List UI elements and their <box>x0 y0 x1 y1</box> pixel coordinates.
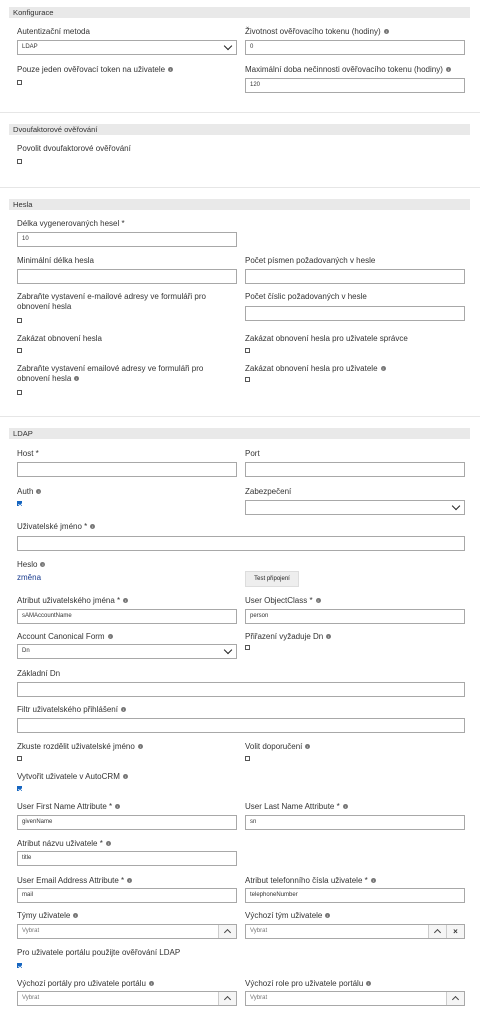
prevent-email-checkbox[interactable] <box>17 318 22 323</box>
username-attr-label: Atribut uživatelského jména * i <box>17 596 128 606</box>
email-attr-label: User Email Address Attribute * i <box>17 876 132 886</box>
portals-placeholder: Vybrat <box>22 995 40 1001</box>
info-icon: i <box>40 562 45 567</box>
bind-dn-checkbox[interactable] <box>245 645 250 650</box>
single-token-label: Pouze jeden ověřovací token na uživatele i <box>17 65 173 75</box>
opt-referrals-checkbox[interactable] <box>245 756 250 761</box>
default-team-label: Výchozí tým uživatele i <box>245 911 330 921</box>
section-header-passwords: Hesla <box>9 199 470 210</box>
chevron-up-icon[interactable] <box>428 925 446 938</box>
roles-label: Výchozí role pro uživatele portálu i <box>245 979 371 989</box>
info-icon: i <box>366 981 371 986</box>
disable-reset-checkbox[interactable] <box>17 348 22 353</box>
info-icon: i <box>127 878 132 883</box>
letters-input[interactable] <box>245 269 465 284</box>
token-lifetime-input[interactable]: 0 <box>245 40 465 55</box>
base-dn-label: Základní Dn <box>17 669 61 678</box>
chevron-up-icon[interactable] <box>218 925 236 938</box>
disable-reset-user-label: Zakázat obnovení hesla pro uživatele i <box>245 364 386 374</box>
default-team-select[interactable] <box>245 924 465 939</box>
info-icon: i <box>90 524 95 529</box>
max-idle-input[interactable]: 120 <box>245 78 465 93</box>
prevent-email-label: Zabraňte vystavení e-mailové adresy ve formuláři pro obnovení hesla <box>17 292 206 311</box>
port-label: Port <box>245 449 260 458</box>
roles-multiselect[interactable] <box>245 991 465 1006</box>
divider <box>0 416 480 417</box>
split-username-label: Zkuste rozdělit uživatelské jméno i <box>17 742 143 752</box>
base-dn-input[interactable] <box>17 682 465 697</box>
clear-icon[interactable]: × <box>446 925 464 938</box>
info-icon: i <box>73 913 78 918</box>
chevron-up-icon[interactable] <box>446 992 464 1005</box>
phone-attr-label: Atribut telefonního čísla uživatele * i <box>245 876 376 886</box>
enable-2fa-label: Povolit dvoufaktorové ověřování <box>17 144 131 153</box>
info-icon: i <box>343 804 348 809</box>
info-icon: i <box>36 489 41 494</box>
canonical-label: Account Canonical Form i <box>17 632 113 642</box>
password-label: Heslo i <box>17 560 45 570</box>
digits-input[interactable] <box>245 306 465 321</box>
prevent-email2-checkbox[interactable] <box>17 390 22 395</box>
info-icon: i <box>381 366 386 371</box>
info-icon: i <box>115 804 120 809</box>
info-icon: i <box>121 707 126 712</box>
auth-label: Auth i <box>17 487 41 497</box>
objectclass-label: User ObjectClass * i <box>245 596 321 606</box>
security-label: Zabezpečení <box>245 487 292 496</box>
info-icon: i <box>149 981 154 986</box>
login-filter-label: Filtr uživatelského přihlášení i <box>17 705 126 715</box>
create-user-checkbox[interactable] <box>17 786 22 791</box>
host-label: Host * <box>17 449 39 458</box>
info-icon: i <box>384 29 389 34</box>
create-user-label: Vytvořit uživatele v AutoCRM i <box>17 772 128 782</box>
gen-length-label: Délka vygenerovaných hesel * <box>17 219 125 228</box>
divider <box>0 112 480 113</box>
min-length-label: Minimální délka hesla <box>17 256 94 265</box>
canonical-value: Dn <box>22 648 30 654</box>
first-name-attr-label: User First Name Attribute * i <box>17 802 120 812</box>
section-header-2fa: Dvoufaktorové ověřování <box>9 124 470 135</box>
info-icon: i <box>106 841 111 846</box>
disable-reset-user-checkbox[interactable] <box>245 377 250 382</box>
max-idle-label: Maximální doba nečinnosti ověřovacího tokenu (hodiny) i <box>245 65 451 75</box>
username-input[interactable] <box>17 536 465 551</box>
last-name-attr-label: User Last Name Attribute * i <box>245 802 348 812</box>
info-icon: i <box>326 634 331 639</box>
gen-length-input[interactable]: 10 <box>17 232 237 247</box>
info-icon: i <box>446 67 451 72</box>
info-icon: i <box>316 598 321 603</box>
portals-label: Výchozí portály pro uživatele portálu i <box>17 979 154 989</box>
section-header-ldap: LDAP <box>9 428 470 439</box>
auth-method-label: Autentizační metoda <box>17 27 90 36</box>
portal-ldap-label: Pro uživatele portálu použijte ověřování LDAP <box>17 948 181 957</box>
auth-checkbox[interactable] <box>17 501 22 506</box>
info-icon: i <box>168 67 173 72</box>
info-icon: i <box>138 744 143 749</box>
title-attr-input[interactable]: title <box>17 851 237 866</box>
section-header-config: Konfigurace <box>9 7 470 18</box>
first-name-attr-input[interactable]: givenName <box>17 815 237 830</box>
info-icon: i <box>123 774 128 779</box>
change-password-link[interactable]: změna <box>17 573 42 582</box>
username-attr-input[interactable]: sAMAccountName <box>17 609 237 624</box>
info-icon: i <box>123 598 128 603</box>
teams-label: Týmy uživatele i <box>17 911 78 921</box>
auth-method-value: LDAP <box>22 44 38 50</box>
disable-reset-admin-checkbox[interactable] <box>245 348 250 353</box>
info-icon: i <box>74 376 79 381</box>
port-input[interactable] <box>245 462 465 477</box>
bind-dn-label: Přiřazení vyžaduje Dn i <box>245 632 331 642</box>
teams-placeholder: Vybrat <box>22 928 40 934</box>
info-icon: i <box>371 878 376 883</box>
email-attr-input[interactable]: mail <box>17 888 237 903</box>
info-icon: i <box>325 913 330 918</box>
test-connection-button[interactable]: Test připojení <box>245 571 299 587</box>
portal-ldap-checkbox[interactable] <box>17 963 22 968</box>
chevron-down-icon <box>224 646 232 654</box>
disable-reset-admin-label: Zakázat obnovení hesla pro uživatele správce <box>245 334 408 343</box>
divider <box>0 187 480 188</box>
roles-placeholder: Vybrat <box>250 995 268 1001</box>
info-icon: i <box>305 744 310 749</box>
objectclass-input[interactable]: person <box>245 609 465 624</box>
token-lifetime-label: Životnost ověřovacího tokenu (hodiny) i <box>245 27 389 37</box>
default-team-placeholder: Vybrat <box>250 928 268 934</box>
auth-method-select[interactable] <box>17 40 237 55</box>
prevent-email2-label: Zabraňte vystavení emailové adresy ve formuláři pro obnovení hesla i <box>17 364 204 383</box>
portals-multiselect[interactable] <box>17 991 237 1006</box>
host-input[interactable] <box>17 462 237 477</box>
letters-label: Počet písmen požadovaných v hesle <box>245 256 376 265</box>
min-length-input[interactable] <box>17 269 237 284</box>
single-token-checkbox[interactable] <box>17 80 22 85</box>
canonical-select[interactable] <box>17 644 237 659</box>
last-name-attr-input[interactable]: sn <box>245 815 465 830</box>
teams-multiselect[interactable] <box>17 924 237 939</box>
chevron-down-icon <box>452 502 460 510</box>
disable-reset-label: Zakázat obnovení hesla <box>17 334 102 343</box>
login-filter-input[interactable] <box>17 718 465 733</box>
split-username-checkbox[interactable] <box>17 756 22 761</box>
chevron-up-icon[interactable] <box>218 992 236 1005</box>
chevron-down-icon <box>224 42 232 50</box>
digits-label: Počet číslic požadovaných v hesle <box>245 292 367 301</box>
info-icon: i <box>108 634 113 639</box>
username-label: Uživatelské jméno * i <box>17 522 95 532</box>
opt-referrals-label: Volit doporučení i <box>245 742 310 752</box>
title-attr-label: Atribut názvu uživatele * i <box>17 839 111 849</box>
phone-attr-input[interactable]: telephoneNumber <box>245 888 465 903</box>
security-select[interactable] <box>245 500 465 515</box>
enable-2fa-checkbox[interactable] <box>17 159 22 164</box>
